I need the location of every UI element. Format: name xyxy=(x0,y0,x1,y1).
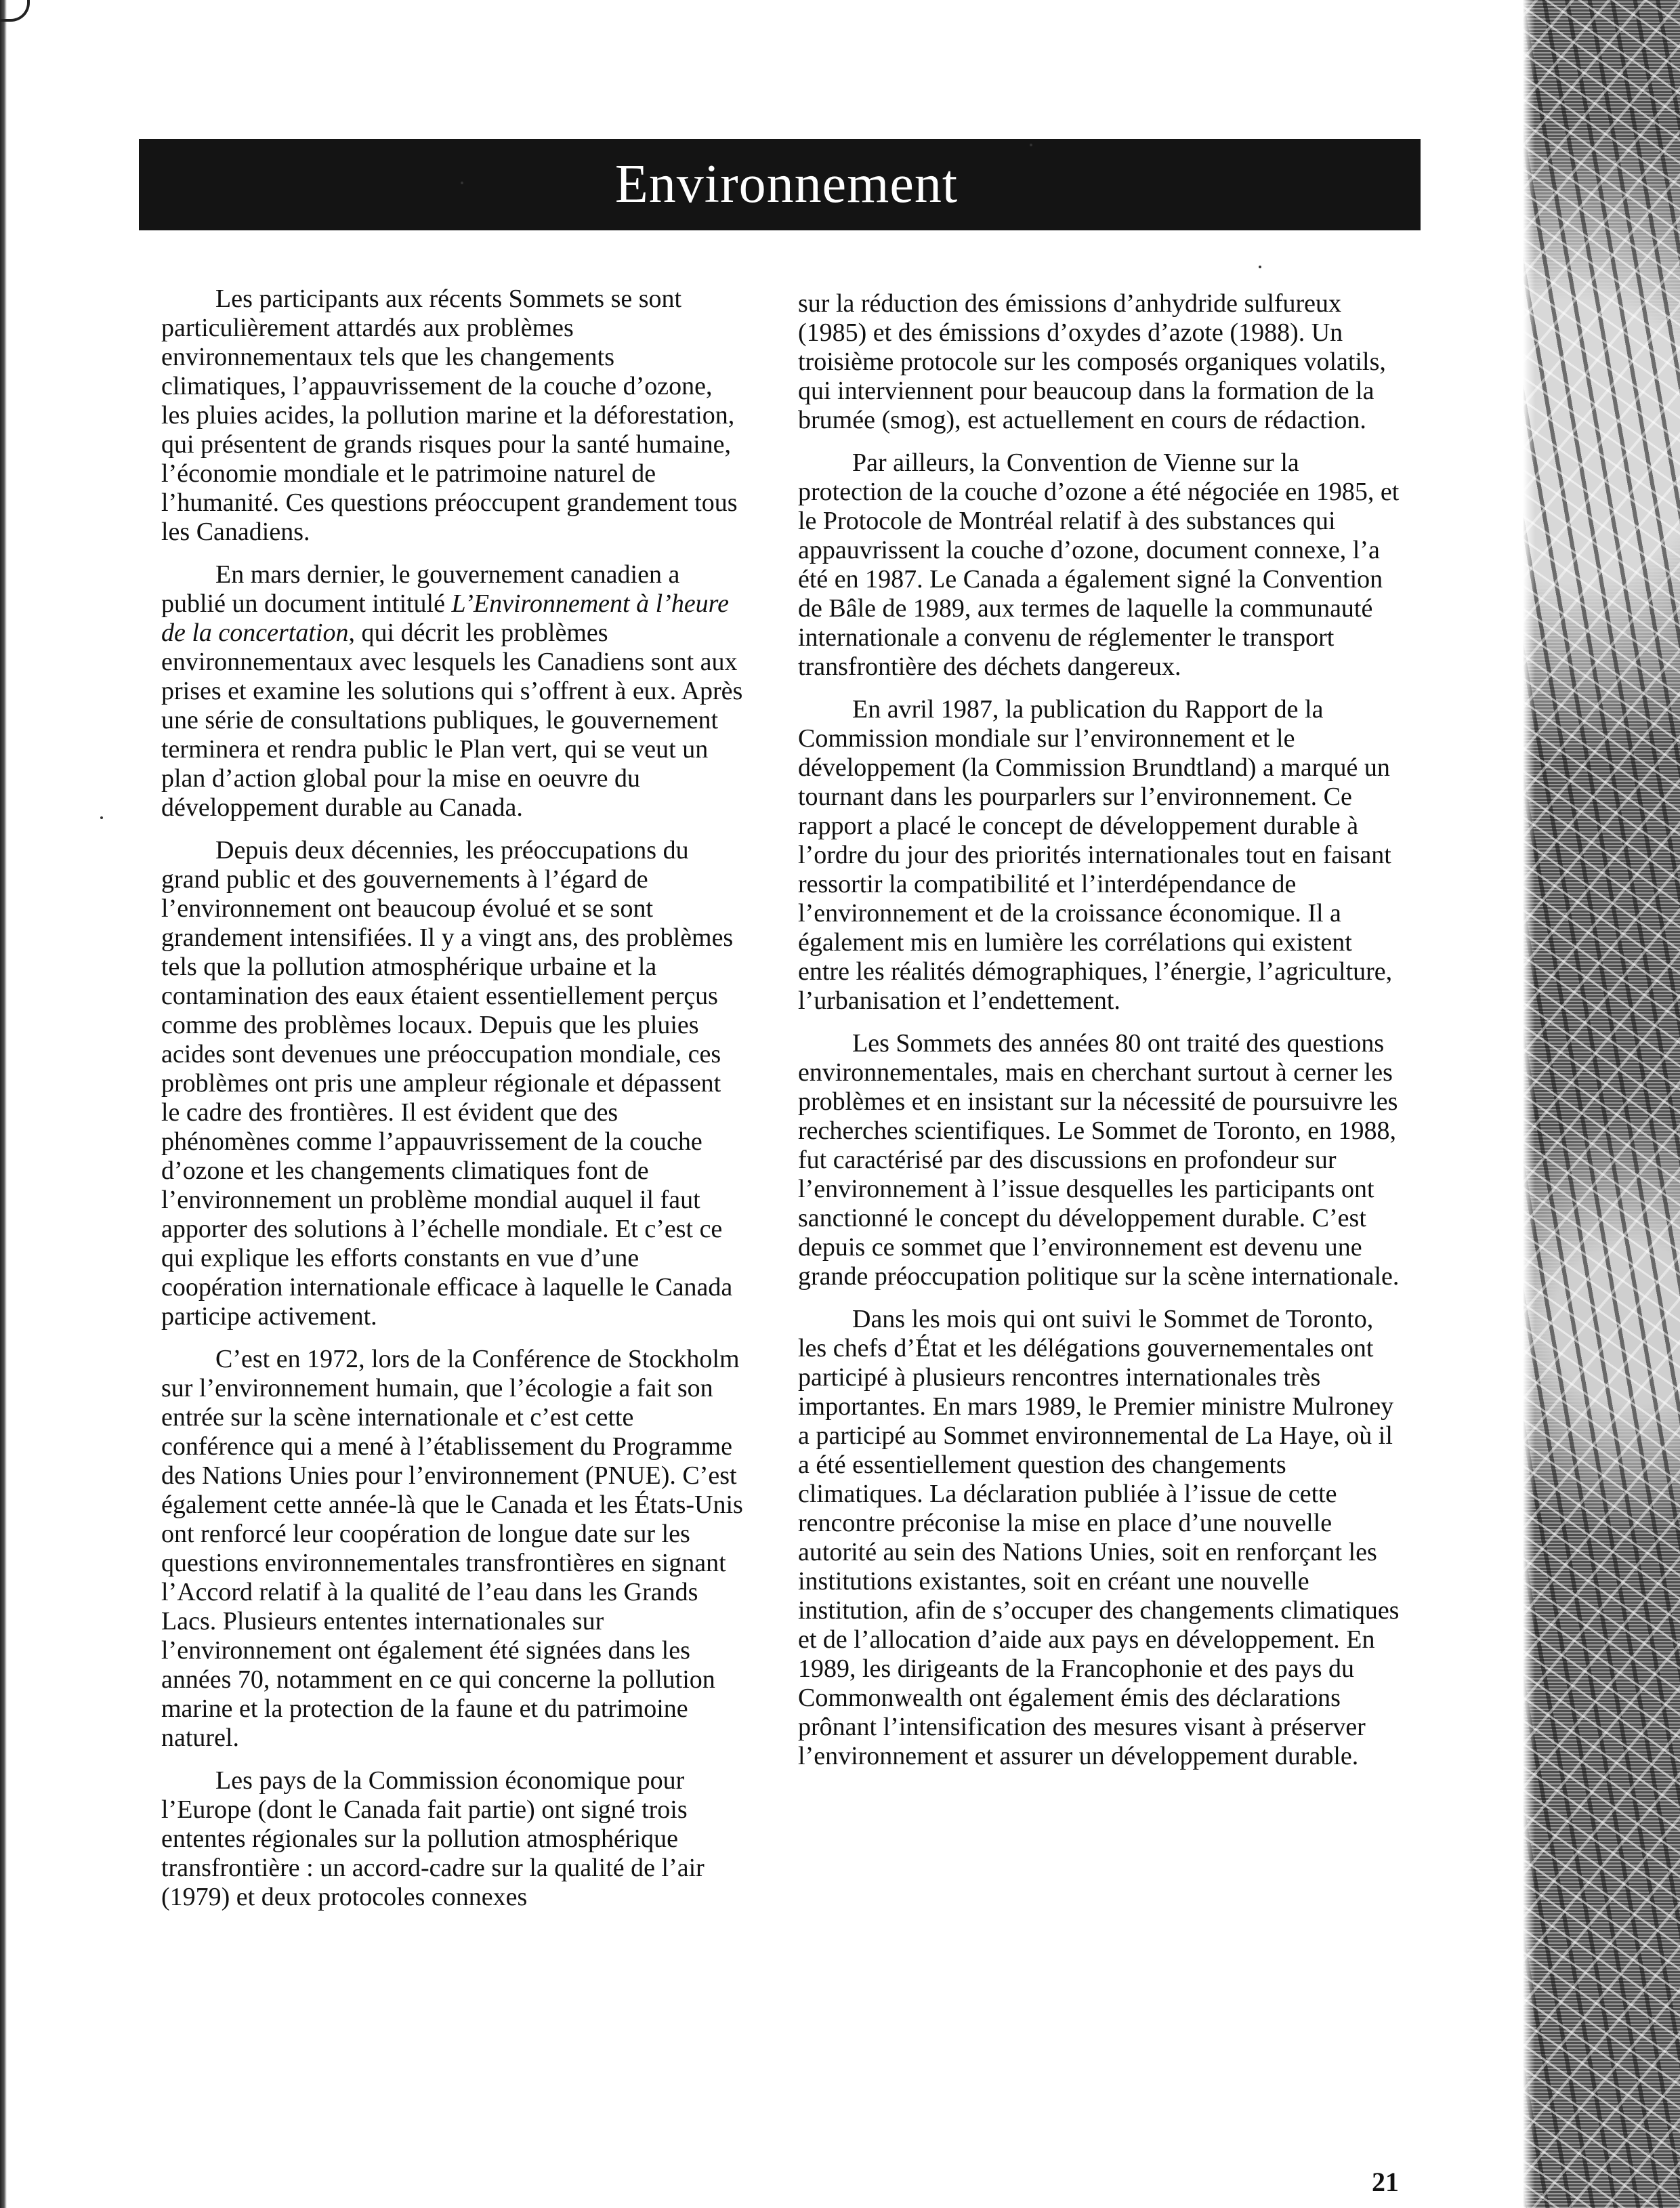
paragraph-stockholm-1972: C’est en 1972, lors de la Conférence de Stockholm sur l’environnement humain, que l’écologie a fait son entrée sur la scène internationale et c’est cette conférence qui a mené à l’établissement du Programme des Nations Unies pour l’environnement (PNUE). C’est également cette année-là que le Canada et les États-Unis ont renforcé leur coopération de longue date sur les questions environnementales transfrontières en signant l’Accord relatif à la qualité de l’eau dans les Grands Lacs. Plusieurs ententes internationales sur l’environnement ont également été signées dans les années 70, notamment en ce qui concerne la pollution marine et la protection de la faune et du patrimoine naturel. xyxy=(161,1345,743,1752)
page-corner-curl xyxy=(0,0,30,22)
paragraph-after-toronto: Dans les mois qui ont suivi le Sommet de Toronto, les chefs d’État et les délégations gouvernementales ont participé à plusieurs rencontres internationales très importantes. En mars 1989, le Premier ministre Mulroney a participé au Sommet environnemental de La Haye, où il a été essentiellement question des changements climatiques. La déclaration publiée à l’issue de cette rencontre préconise la mise en place d’une nouvelle autorité au sein des Nations Unies, soit en renforçant les institutions existantes, soit en créant une nouvelle institution, afin de s’occuper des changements climatiques et de l’allocation d’aide aux pays en développement. En 1989, les dirigeants de la Francophonie et des pays du Commonwealth ont également émis des déclarations prônant l’intensification des mesures visant à préserver l’environnement et assurer un développement durable. xyxy=(798,1305,1400,1770)
paragraph-vienna-montreal: Par ailleurs, la Convention de Vienne sur la protection de la couche d’ozone a été négociée en 1985, et le Protocole de Montréal relatif à des substances qui appauvrissent la couche d’ozone, document connexe, l’a été en 1987. Le Canada a également signé la Convention de Bâle de 1989, aux termes de laquelle la communauté internationale a convenu de réglementer le transport transfrontière des déchets dangereux. xyxy=(798,449,1400,681)
paragraph-summits-80s: Les Sommets des années 80 ont traité des questions environnementales, mais en cherchant surtout à cerner les problèmes et en insistant sur la nécessité de poursuivre les recherches scientifiques. Le Sommet de Toronto, en 1988, fut caractérisé par des discussions en profondeur sur l’environnement à l’issue desquelles les participants ont sanctionné le concept du développement durable. C’est depuis ce sommet que l’environnement est devenu une grande préoccupation politique sur la scène internationale. xyxy=(798,1029,1400,1291)
paragraph-green-plan xyxy=(161,560,744,822)
paragraph-global-concerns: Depuis deux décennies, les préoccupations du grand public et des gouvernements à l’égard de l’environnement ont beaucoup évolué et se sont grandement intensifiées. Il y a vingt ans, des problèmes tels que la pollution atmosphérique urbaine et la contamination des eaux étaient essentiellement perçus comme des problèmes locaux. Depuis que les pluies acides sont devenues une préoccupation mondiale, ces problèmes ont pris une ampleur régionale et dépassent le cadre des frontières. Il est évident que des phénomènes comme l’appauvrissement de la couche d’ozone et les changements climatiques font de l’environnement un problème mondial auquel il faut apporter des solutions à l’échelle mondiale. Et c’est ce qui explique les efforts constants en vue d’une coopération internationale efficace à laquelle le Canada participe activement. xyxy=(161,836,734,1331)
paragraph-ece-agreements: Les pays de la Commission économique pour l’Europe (dont le Canada fait partie) ont signé trois ententes régionales sur la pollution atmosphérique transfrontière : un accord-cadre sur la qualité de l’air (1979) et deux protocoles connexes xyxy=(161,1766,705,1911)
scan-speck xyxy=(461,182,463,184)
left-text-column xyxy=(161,285,744,1925)
section-title-banner xyxy=(139,139,1421,230)
paragraph-summits-overview: Les participants aux récents Sommets se sont particulièrement attardés aux problèmes environnementaux tels que les changements climatiques, l’appauvrissement de la couche d’ozone, les pluies acides, la pollution marine et la déforestation, qui présentent de grands risques pour la santé humaine, l’économie mondiale et le patrimoine naturel de l’humanité. Ces questions préoccupent grandement tous les Canadiens. xyxy=(161,285,738,546)
paragraph-green-plan-rest: , qui décrit les problèmes environnementaux avec lesquels les Canadiens sont aux prises et examine les solutions qui s’offrent à eux. Après une série de consultations publiques, le gouvernement terminera et rendra public le Plan vert, qui se veut un plan d’action global pour la mise en oeuvre du développement durable au Canada. xyxy=(161,619,743,822)
paragraph-green-plan-intro: En mars dernier, le gouvernement canadien a publié un document intitulé xyxy=(161,560,680,618)
right-text-column xyxy=(798,289,1408,1785)
document-title-italic: L’Environnement à l’heure de la concertation xyxy=(161,589,729,647)
decorative-photo-strip xyxy=(1523,0,1680,2208)
scan-speck xyxy=(1259,266,1261,268)
paragraph-brundtland-report: En avril 1987, la publication du Rapport de la Commission mondiale sur l’environnement et le développement (la Commission Brundtland) a marqué un tournant dans les pourparlers sur l’environnement. Ce rapport a placé le concept de développement durable à l’ordre du jour des priorités internationales tout en faisant ressortir la compatibilité et l’interdépendance de l’environnement et de la croissance économique. Il a également mis en lumière les corrélations qui existent entre les réalités démographiques, l’énergie, l’agriculture, l’urbanisation et l’endettement. xyxy=(798,695,1393,1015)
scan-speck xyxy=(100,816,103,819)
paragraph-protocols-continued: sur la réduction des émissions d’anhydride sulfureux (1985) et des émissions d’oxydes d’azote (1988). Un troisième protocole sur les composés organiques volatils, qui interviennent pour beaucoup dans la formation de la brumée (smog), est actuellement en cours de rédaction. xyxy=(798,289,1386,434)
section-title: Environnement xyxy=(614,154,959,214)
scan-speck xyxy=(1030,144,1032,146)
page-number: 21 xyxy=(1372,2167,1399,2197)
page-left-edge-shadow xyxy=(0,0,7,2208)
